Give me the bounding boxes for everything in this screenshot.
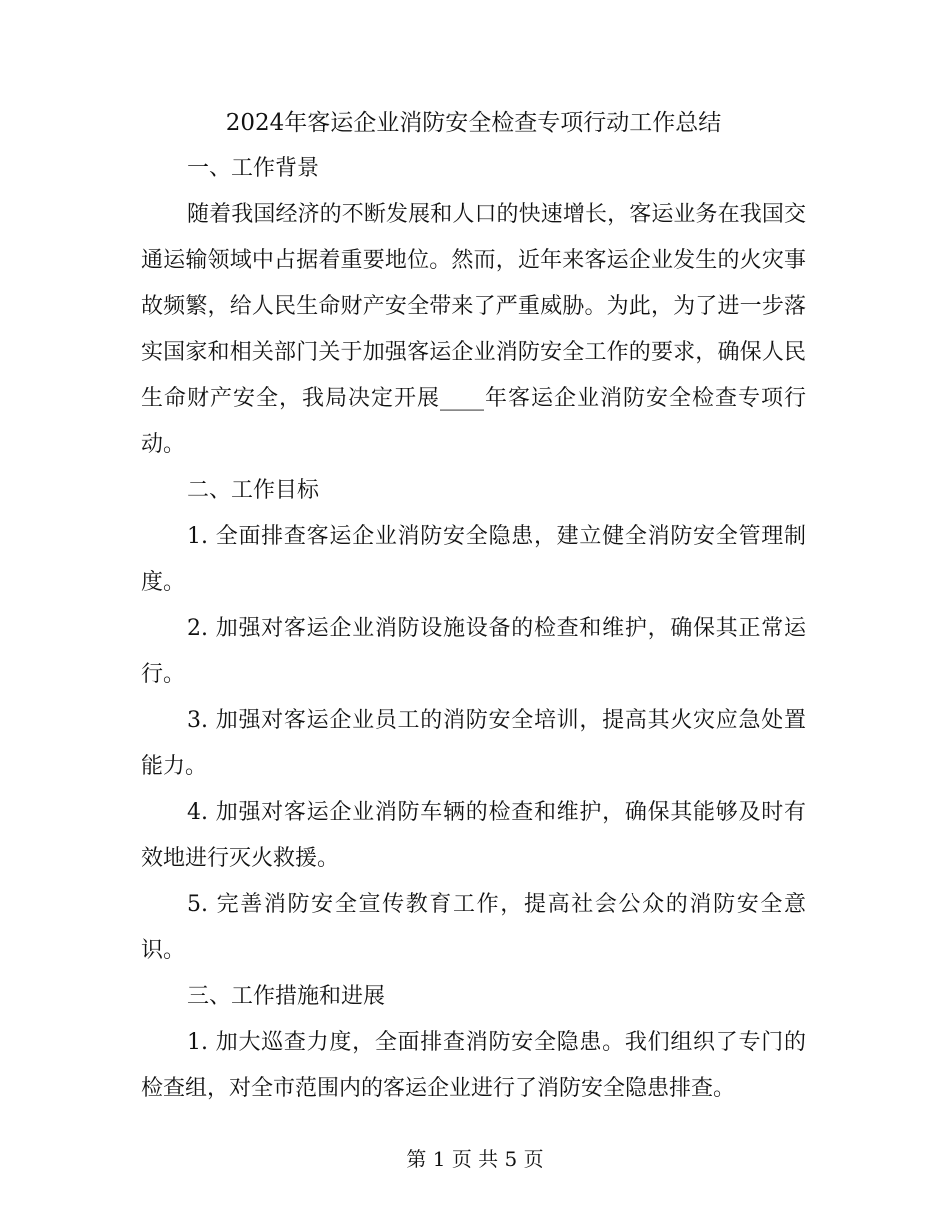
list-item: 5. 完善消防安全宣传教育工作，提高社会公众的消防安全意识。 [141, 892, 806, 963]
paragraph: 随着我国经济的不断发展和人口的快速增长，客运业务在我国交通运输领域中占据着重要地位。然而，近年来客运企业发生的火灾事故频繁，给人民生命财产安全带来了严重威胁。为此，为了进一步落实国家和相关部门关于加强客运企业消防安全工作的要求，确保人民生命财产安全，我局决定开展____年客运企业消防安全检查专项行动。 [141, 202, 806, 457]
section-heading: 二、工作目标 [187, 478, 320, 503]
section-heading: 一、工作背景 [187, 156, 320, 181]
section-heading: 三、工作措施和进展 [187, 984, 386, 1009]
list-item: 1. 全面排查客运企业消防安全隐患，建立健全消防安全管理制度。 [141, 524, 806, 595]
document-body [141, 100, 806, 1112]
section-goals [141, 468, 806, 974]
list-item: 1. 加大巡查力度，全面排查消防安全隐患。我们组织了专门的检查组，对全市范围内的客运企业进行了消防安全隐患排查。 [141, 1030, 806, 1101]
document-title: 2024年客运企业消防安全检查专项行动工作总结 [225, 110, 722, 136]
section-measures [141, 974, 806, 1112]
list-item: 3. 加强对客运企业员工的消防安全培训，提高其火灾应急处置能力。 [141, 708, 806, 779]
page-number-footer: 第 1 页 共 5 页 [406, 1147, 544, 1171]
list-item: 2. 加强对客运企业消防设施设备的检查和维护，确保其正常运行。 [141, 616, 806, 687]
section-background [141, 146, 806, 468]
list-item: 4. 加强对客运企业消防车辆的检查和维护，确保其能够及时有效地进行灭火救援。 [141, 800, 806, 871]
